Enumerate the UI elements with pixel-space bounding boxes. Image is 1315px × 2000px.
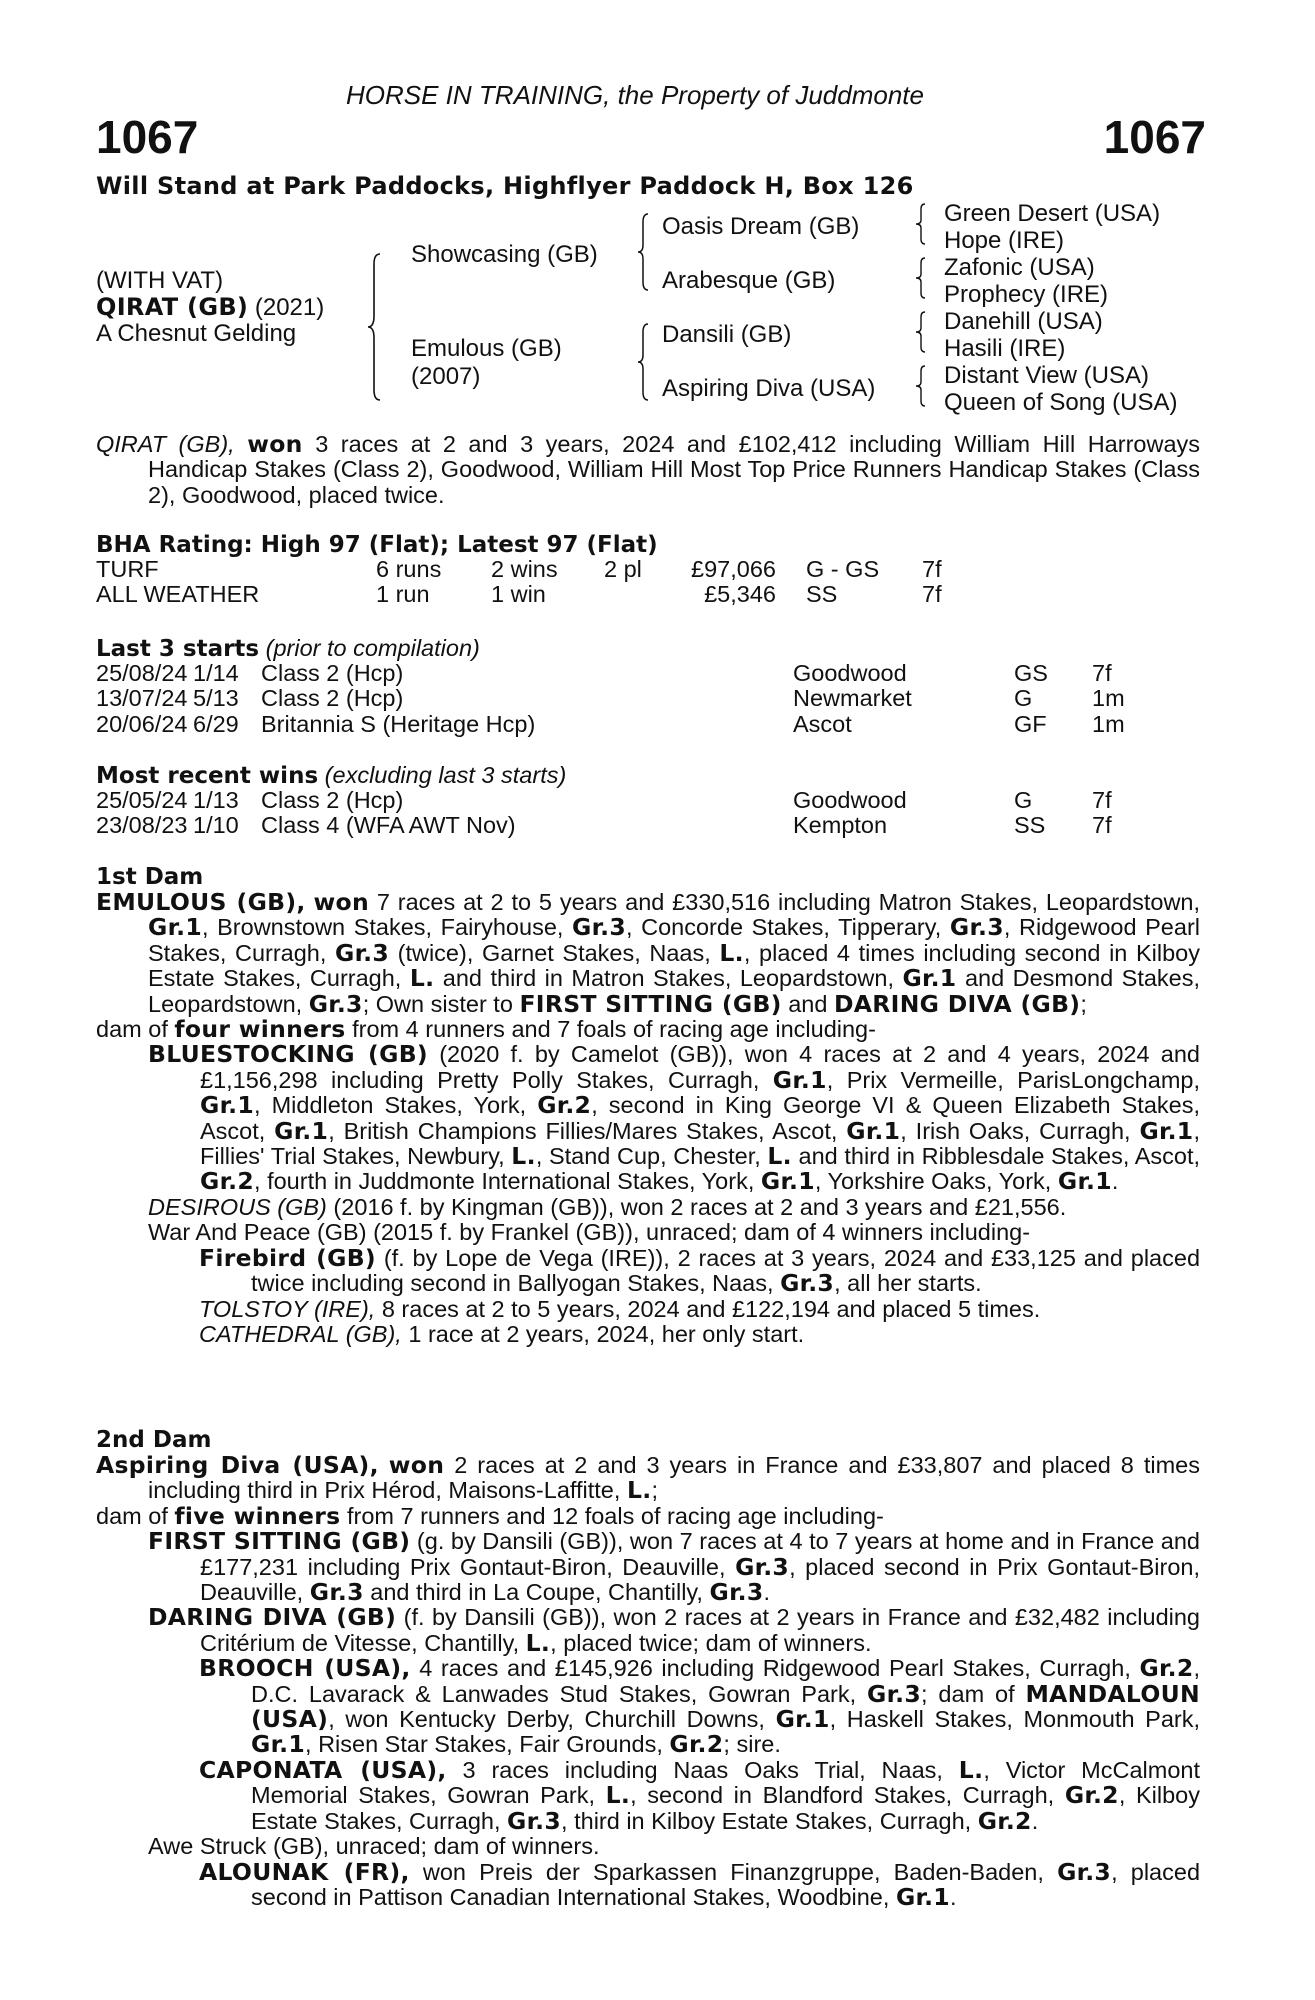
dam1-text: , Brownstown Stakes, Fairyhouse, <box>202 914 564 941</box>
grade-badge: Gr.1 <box>902 964 957 993</box>
produce-text: , third in Kilboy Estate Stakes, Curragh, <box>561 1807 972 1834</box>
produce-text: , all her starts. <box>834 1270 982 1297</box>
pedigree-brace-dam <box>636 322 652 402</box>
pedigree-brace-g4 <box>914 364 928 408</box>
sibling-name: FIRST SITTING (GB) <box>519 989 782 1018</box>
rating-table <box>96 557 942 608</box>
produce-name: Firebird (GB) <box>199 1243 376 1272</box>
produce-text: , placed twice; dam of winners. <box>550 1629 872 1656</box>
produce-bluestocking <box>96 1042 1200 1194</box>
produce-text: (2016 f. by Kingman (GB)), won 2 races at 2 and 3 years and £21,556. <box>333 1193 1067 1220</box>
start-distance: 7f <box>1092 660 1112 686</box>
dam2-won: won <box>388 1451 445 1479</box>
win-course: Goodwood <box>793 787 907 813</box>
produce-text: . <box>1031 1807 1039 1834</box>
grade-badge: Gr.1 <box>1057 1167 1112 1196</box>
recent-wins-table <box>96 788 1112 839</box>
pedigree-gg-2: Hope (IRE) <box>944 227 1065 254</box>
rating-surface: ALL WEATHER <box>96 581 260 608</box>
rating-runs: 1 run <box>376 581 430 608</box>
start-course: Newmarket <box>793 685 912 712</box>
dam1-text: , placed 4 times including second in Kilboy Estate Stakes, Curragh, <box>148 939 1200 992</box>
win-distance: 7f <box>1092 812 1112 839</box>
grade-badge: Gr.3 <box>308 989 363 1018</box>
rating-row <box>96 582 942 607</box>
dam1-text: , Ridgewood Pearl Stakes, Curragh, <box>148 914 1200 966</box>
horse-name: QIRAT (GB) <box>96 293 249 321</box>
last-3-note: (prior to compilation) <box>265 635 480 661</box>
horse-year: (2021) <box>254 294 325 321</box>
pedigree-dam-sire: Dansili (GB) <box>662 321 792 348</box>
grandproduce-alounak <box>96 1857 1201 1911</box>
win-date: 23/08/23 <box>96 812 188 839</box>
dam-of-text: from 7 runners and 12 foals of racing age including- <box>346 1502 884 1529</box>
produce-text: , Kilboy Estate Stakes, Curragh, <box>251 1782 1200 1834</box>
grade-badge: L. <box>719 938 744 967</box>
win-row <box>96 813 1112 838</box>
produce-text: , Prix Vermeille, ParisLongchamp, <box>826 1066 1200 1093</box>
dam1-produce-summary <box>96 1017 1200 1042</box>
summary-text: 3 races at 2 and 3 years, 2024 and £102,412 including William Hill Harroways Handicap Stakes (Class 2), Goodwood, William Hill Most Top Price Runners Handicap Stakes (Class 2), Goodwood, placed twice. <box>148 431 1201 508</box>
pedigree-dam: Emulous (GB) <box>411 335 562 362</box>
pedigree-brace-g3 <box>914 310 928 354</box>
rating-surface: TURF <box>96 556 159 582</box>
pedigree-gg-6: Hasili (IRE) <box>944 335 1066 362</box>
bha-rating-heading: BHA Rating: High 97 (Flat); Latest 97 (Flat) <box>96 532 658 558</box>
grade-badge: L. <box>958 1755 984 1784</box>
produce-text: (2020 f. by Camelot (GB)), won 4 races at 2 and 4 years, 2024 and £1,156,298 including Pretty Polly Stakes, Curragh, <box>200 1041 1200 1093</box>
start-position: 6/29 <box>193 710 239 737</box>
second-dam-paragraph <box>96 1453 1200 1504</box>
summary-horse-name: QIRAT (GB), <box>96 431 235 457</box>
grade-badge: Gr.3 <box>309 1578 364 1607</box>
produce-text: , Victor McCalmont Memorial Stakes, Gowran Park, <box>251 1756 1201 1809</box>
win-going: G <box>1014 787 1033 813</box>
start-row <box>96 661 1125 686</box>
dam1-name: EMULOUS (GB), <box>96 888 306 916</box>
rating-going: SS <box>806 581 838 608</box>
grandproduce-tolstoy <box>96 1297 1200 1322</box>
start-race: Class 2 (Hcp) <box>261 660 404 686</box>
produce-text: , won Kentucky Derby, Churchill Downs, <box>328 1706 765 1733</box>
pedigree-gg-8: Queen of Song (USA) <box>944 389 1178 416</box>
horse-title <box>96 294 324 321</box>
rating-going: G - GS <box>806 556 880 582</box>
grade-badge: Gr.2 <box>537 1091 592 1120</box>
grade-badge: Gr.2 <box>669 1730 724 1759</box>
catalogue-page <box>96 0 1206 2000</box>
winners-count: five winners <box>174 1501 341 1530</box>
produce-text: (g. by Dansili (GB)), won 7 races at 4 to 7 years at home and in France and £177,231 including Prix Gontaut-Biron, Deauville, <box>200 1528 1200 1580</box>
grandproduce-firebird <box>96 1243 1201 1298</box>
dam-of-label: dam of <box>96 1016 168 1043</box>
dam2-text: 2 races at 2 and 3 years in France and £33,807 and placed 8 times including third in Prix Hérod, Maisons-Laffitte, <box>148 1452 1200 1504</box>
rating-runs: 6 runs <box>376 556 442 582</box>
start-course: Goodwood <box>793 660 907 686</box>
dam1-text: ; Own sister to <box>362 990 513 1017</box>
grade-badge: Gr.3 <box>572 913 627 942</box>
pedigree-gg-7: Distant View (USA) <box>944 362 1149 389</box>
grade-badge: Gr.1 <box>200 1091 255 1120</box>
grade-badge: Gr.3 <box>335 938 390 967</box>
rating-placed <box>604 582 679 607</box>
start-course: Ascot <box>793 710 852 737</box>
grade-badge: Gr.1 <box>775 1705 830 1734</box>
grade-badge: Gr.3 <box>867 1679 922 1708</box>
dam2-produce-summary <box>96 1501 1200 1530</box>
produce-name: BLUESTOCKING (GB) <box>148 1040 428 1069</box>
dam2-text: ; <box>651 1477 658 1504</box>
start-distance: 1m <box>1092 710 1125 737</box>
pedigree-sire: Showcasing (GB) <box>411 241 598 268</box>
dam1-text: and Desmond Stakes, Leopardstown, <box>148 965 1201 1017</box>
start-date: 13/07/24 <box>96 685 188 712</box>
grade-badge: Gr.2 <box>1064 1781 1119 1810</box>
dam-of-label: dam of <box>96 1502 168 1529</box>
produce-text: , fourth in Juddmonte International Stakes, York, <box>254 1168 755 1195</box>
summary-won: won <box>247 430 303 458</box>
grade-badge: L. <box>605 1781 631 1810</box>
produce-first-sitting <box>96 1529 1200 1605</box>
start-going: GF <box>1014 710 1047 737</box>
grade-badge: Gr.1 <box>846 1116 901 1145</box>
grade-badge: Gr.3 <box>507 1806 562 1835</box>
produce-text: 1 race at 2 years, 2024, her only start. <box>408 1320 805 1347</box>
pedigree-brace-g1 <box>914 202 928 246</box>
produce-name: FIRST SITTING (GB) <box>148 1527 411 1556</box>
grade-badge: Gr.1 <box>760 1167 815 1196</box>
produce-text: , second in Blandford Stakes, Curragh, <box>630 1782 1055 1809</box>
pedigree-gg-3: Zafonic (USA) <box>944 254 1095 281</box>
start-date: 25/08/24 <box>96 660 188 686</box>
produce-text: , second in King George VI & Queen Elizabeth Stakes, Ascot, <box>200 1092 1200 1144</box>
produce-name: CAPONATA (USA), <box>199 1755 447 1784</box>
pedigree-sire-sire: Oasis Dream (GB) <box>662 213 860 240</box>
produce-text: , placed second in Prix Gontaut-Biron, Deauville, <box>200 1553 1201 1606</box>
start-race: Britannia S (Heritage Hcp) <box>261 710 536 737</box>
win-race: Class 4 (WFA AWT Nov) <box>261 812 516 839</box>
grade-badge: Gr.1 <box>895 1882 950 1911</box>
second-dam-heading: 2nd Dam <box>96 1427 212 1453</box>
produce-text: , Irish Oaks, Curragh, <box>900 1117 1131 1144</box>
produce-text: (f. by Dansili (GB)), won 2 races at 2 years in France and £32,482 including Critérium de Vitesse, Chantilly, <box>200 1604 1201 1656</box>
win-race: Class 2 (Hcp) <box>261 787 404 813</box>
pedigree-gg-4: Prophecy (IRE) <box>944 281 1109 308</box>
rating-wins: 2 wins <box>491 556 558 582</box>
grade-badge: L. <box>511 1142 536 1171</box>
winners-count: four winners <box>174 1015 346 1044</box>
second-dam-section <box>96 1453 1200 1910</box>
pedigree-brace-sire <box>636 212 652 292</box>
start-going: GS <box>1014 660 1048 686</box>
win-going: SS <box>1014 812 1046 839</box>
stabling-location: Will Stand at Park Paddocks, Highflyer Paddock H, Box 126 <box>96 172 914 200</box>
horse-description: A Chesnut Gelding <box>96 320 297 347</box>
win-date: 25/05/24 <box>96 787 188 813</box>
pedigree-sire-dam: Arabesque (GB) <box>662 267 836 294</box>
grade-badge: Gr.3 <box>949 913 1004 942</box>
win-position: 1/13 <box>193 787 239 813</box>
dam1-text: (twice), Garnet Stakes, Naas, <box>397 939 711 966</box>
grandproduce-caponata <box>96 1755 1201 1835</box>
rating-row <box>96 557 942 582</box>
start-position: 5/13 <box>193 685 239 712</box>
rating-distance: 7f <box>922 556 942 582</box>
grade-badge: Gr.1 <box>148 913 203 942</box>
pedigree-brace-g2 <box>914 256 928 300</box>
grade-badge: Gr.1 <box>1139 1116 1194 1145</box>
produce-text: and third in La Coupe, Chantilly, <box>370 1579 703 1606</box>
produce-name: CATHEDRAL (GB), <box>199 1320 402 1347</box>
grade-badge: Gr.3 <box>709 1578 764 1607</box>
win-position: 1/10 <box>193 812 239 839</box>
start-date: 20/06/24 <box>96 710 188 737</box>
produce-text: Awe Struck (GB), unraced; dam of winners. <box>148 1833 600 1860</box>
sibling-name: DARING DIVA (GB) <box>833 989 1081 1018</box>
first-dam-section <box>96 890 1200 1347</box>
grade-badge: L. <box>409 964 435 993</box>
last-3-label: Last 3 starts <box>96 636 260 662</box>
produce-name: BROOCH (USA), <box>199 1654 411 1683</box>
first-dam-heading: 1st Dam <box>96 864 204 890</box>
dam-of-text: from 4 runners and 7 foals of racing age including- <box>352 1016 876 1043</box>
start-going: G <box>1014 685 1033 712</box>
dam1-text: ; <box>1080 990 1087 1017</box>
first-dam-paragraph <box>96 890 1200 1017</box>
pedigree-gg-5: Danehill (USA) <box>944 308 1103 335</box>
win-distance: 7f <box>1092 787 1112 813</box>
dam1-text: 7 races at 2 to 5 years and £330,516 including Matron Stakes, Leopardstown, <box>376 889 1201 915</box>
start-race: Class 2 (Hcp) <box>261 685 404 712</box>
grade-badge: Gr.1 <box>772 1065 827 1094</box>
grade-badge: Gr.2 <box>200 1167 255 1196</box>
produce-text: ; dam of <box>921 1680 1015 1707</box>
pedigree-brace-main <box>366 252 386 402</box>
grade-badge: Gr.2 <box>1139 1654 1194 1683</box>
last-3-starts-table <box>96 661 1125 737</box>
produce-name: TOLSTOY (IRE), <box>199 1295 376 1322</box>
rating-prize: £5,346 <box>704 581 776 608</box>
produce-text: War And Peace (GB) (2015 f. by Frankel (GB)), unraced; dam of 4 winners including- <box>148 1219 1031 1246</box>
dam1-text: and third in Matron Stakes, Leopardstown, <box>442 965 894 992</box>
rating-wins: 1 win <box>491 581 546 608</box>
dam1-text: and <box>788 990 828 1017</box>
produce-text: won Preis der Sparkassen Finanzgruppe, Baden-Baden, <box>422 1858 1044 1885</box>
produce-text: 4 races and £145,926 including Ridgewood Pearl Stakes, Curragh, <box>419 1655 1131 1682</box>
dam2-name: Aspiring Diva (USA), <box>96 1451 379 1479</box>
produce-text: . <box>763 1579 771 1606</box>
produce-daring-diva <box>96 1605 1200 1656</box>
produce-name: DESIROUS (GB) <box>148 1193 327 1220</box>
win-row <box>96 788 1112 813</box>
rating-prize: £97,066 <box>691 556 776 582</box>
start-row <box>96 686 1125 711</box>
grade-badge: L. <box>525 1628 551 1657</box>
produce-text: , D.C. Lavarack & Lanwades Stud Stakes, Gowran Park, <box>251 1655 1201 1707</box>
pedigree-dam-year: (2007) <box>411 363 481 390</box>
pedigree-gg-1: Green Desert (USA) <box>944 200 1161 227</box>
grade-badge: Gr.3 <box>1057 1857 1112 1886</box>
lot-number-right: 1067 <box>1103 111 1206 163</box>
grade-badge: Gr.3 <box>735 1552 790 1581</box>
grandproduce-brooch <box>96 1656 1200 1758</box>
produce-text: . <box>1111 1168 1119 1195</box>
grade-badge: L. <box>626 1476 652 1505</box>
win-course: Kempton <box>793 812 888 839</box>
last-3-starts-heading <box>96 635 480 662</box>
grandproduce-cathedral <box>96 1322 1200 1347</box>
lot-number-left: 1067 <box>96 111 199 163</box>
produce-text: ; sire. <box>723 1731 781 1758</box>
start-distance: 1m <box>1092 685 1125 712</box>
grade-badge: Gr.1 <box>274 1116 329 1145</box>
vat-note: (WITH VAT) <box>96 267 224 294</box>
dam1-won: won <box>313 888 370 916</box>
produce-text: (f. by Lope de Vega (IRE)), 2 races at 3 years, 2024 and £33,125 and placed twice including second in Ballyogan Stakes, Naas, <box>251 1244 1201 1297</box>
start-position: 1/14 <box>193 660 239 686</box>
produce-text: , Yorkshire Oaks, York, <box>814 1168 1052 1195</box>
page-header-title: HORSE IN TRAINING, the Property of Juddmonte <box>346 80 924 110</box>
produce-text: 3 races including Naas Oaks Trial, Naas, <box>462 1756 943 1783</box>
produce-text: , Fillies' Trial Stakes, Newbury, <box>200 1117 1200 1170</box>
produce-awe-struck <box>96 1834 1200 1859</box>
produce-text: , Haskell Stakes, Monmouth Park, <box>829 1706 1200 1733</box>
produce-name: DARING DIVA (GB) <box>148 1603 397 1632</box>
recent-wins-label: Most recent wins <box>96 763 319 789</box>
produce-name: MANDALOUN (USA) <box>251 1679 1200 1734</box>
grade-badge: Gr.2 <box>977 1806 1032 1835</box>
produce-text: , British Champions Fillies/Mares Stakes, Ascot, <box>328 1117 838 1144</box>
produce-text: , placed second in Pattison Canadian International Stakes, Woodbine, <box>251 1858 1201 1910</box>
produce-name: ALOUNAK (FR), <box>199 1857 410 1886</box>
recent-wins-note: (excluding last 3 starts) <box>324 762 567 788</box>
produce-text: 8 races at 2 to 5 years, 2024 and £122,194 and placed 5 times. <box>381 1295 1041 1322</box>
pedigree-dam-dam: Aspiring Diva (USA) <box>662 375 876 402</box>
produce-text: , Risen Star Stakes, Fair Grounds, <box>305 1731 663 1758</box>
race-summary <box>96 432 1200 508</box>
grade-badge: L. <box>767 1142 792 1171</box>
start-row <box>96 712 1125 737</box>
rating-placed: 2 pl <box>604 556 642 582</box>
grade-badge: Gr.1 <box>251 1730 306 1759</box>
produce-text: , Stand Cup, Chester, <box>535 1143 761 1170</box>
produce-war-and-peace <box>96 1220 1200 1245</box>
dam1-text: , Concorde Stakes, Tipperary, <box>626 914 942 941</box>
produce-text: , Middleton Stakes, York, <box>254 1092 527 1119</box>
rating-distance: 7f <box>922 581 942 608</box>
grade-badge: Gr.3 <box>780 1269 835 1298</box>
produce-text: and third in Ribblesdale Stakes, Ascot, <box>798 1143 1201 1170</box>
recent-wins-heading <box>96 762 566 789</box>
produce-desirous <box>96 1195 1200 1220</box>
produce-text: . <box>949 1883 957 1910</box>
